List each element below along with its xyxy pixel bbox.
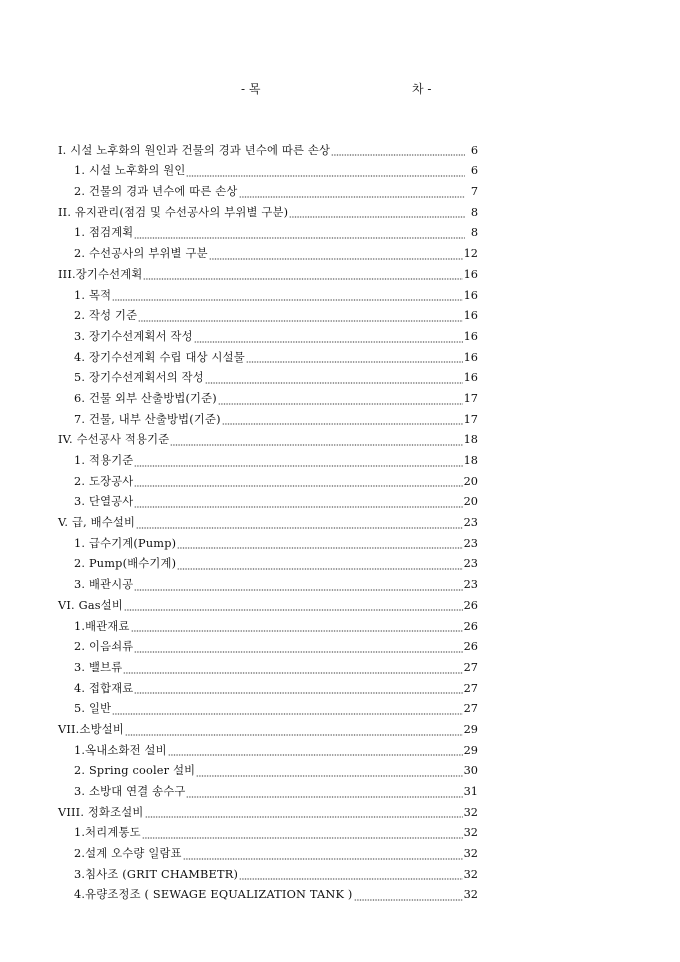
toc-entry-page-number: 30: [463, 764, 478, 778]
toc-entry-page-number: 16: [463, 267, 478, 281]
dot-leader: [112, 704, 462, 716]
toc-entry-label: 2. 이음쇠류: [74, 640, 134, 654]
dot-leader: [125, 725, 463, 737]
dot-leader: [331, 145, 465, 157]
toc-section-entry: [58, 409, 478, 430]
toc-section-entry: [58, 368, 478, 389]
toc-entry-page-number: 32: [463, 847, 478, 861]
toc-section-entry: [58, 223, 478, 244]
toc-entry-page-number: 23: [463, 578, 478, 592]
dot-leader: [168, 745, 463, 757]
dot-leader: [196, 766, 462, 778]
toc-entry-page-number: 7: [470, 185, 478, 199]
toc-chapter-entry: [58, 202, 478, 223]
dot-leader: [134, 642, 462, 654]
toc-section-entry: [58, 450, 478, 471]
toc-chapter-entry: [58, 595, 478, 616]
toc-title-left: - 목: [241, 82, 261, 96]
toc-entry-label: VIII. 정화조설비: [58, 805, 144, 819]
toc-entry-label: 5. 장기수선계획서의 작성: [74, 371, 204, 385]
toc-entry-page-number: 29: [463, 722, 478, 736]
toc-entry-label: 1. 목적: [74, 288, 112, 302]
toc-entry-page-number: 16: [463, 288, 478, 302]
toc-entry-page-number: 32: [463, 826, 478, 840]
toc-entry-label: 3. 단열공사: [74, 495, 134, 509]
toc-entry-label: 3. 밸브류: [74, 660, 123, 674]
toc-chapter-entry: [58, 802, 478, 823]
dot-leader: [134, 497, 462, 509]
toc-section-entry: [58, 388, 478, 409]
toc-entry-label: 2.설계 오수량 일람표: [74, 847, 182, 861]
dot-leader: [145, 807, 463, 819]
toc-section-entry: [58, 161, 478, 182]
dot-leader: [134, 456, 462, 468]
toc-section-entry: [58, 678, 478, 699]
dot-leader: [142, 828, 463, 840]
dot-leader: [354, 890, 463, 902]
toc-entry-label: 3.침사조 (GRIT CHAMBETR): [74, 867, 239, 881]
toc-entry-page-number: 17: [463, 391, 478, 405]
toc-title-right: 차 -: [412, 82, 432, 96]
toc-chapter-entry: [58, 430, 478, 451]
dot-leader: [136, 518, 463, 530]
toc-entry-label: 4.유량조정조 ( SEWAGE EQUALIZATION TANK ): [74, 888, 353, 902]
toc-section-entry: [58, 637, 478, 658]
dot-leader: [143, 269, 462, 281]
toc-section-entry: [58, 347, 478, 368]
toc-entry-page-number: 32: [463, 888, 478, 902]
dot-leader: [194, 332, 463, 344]
toc-entry-label: 6. 건물 외부 산출방법(기준): [74, 391, 217, 405]
toc-entry-label: VII.소방설비: [58, 722, 124, 736]
toc-entry-label: 1.배관재료: [74, 619, 130, 633]
dot-leader: [209, 249, 463, 261]
toc-section-entry: [58, 616, 478, 637]
dot-leader: [289, 207, 465, 219]
dot-leader: [170, 435, 462, 447]
toc-entry-page-number: 27: [463, 660, 478, 674]
toc-entry-page-number: 32: [463, 805, 478, 819]
dot-leader: [124, 600, 463, 612]
dot-leader: [138, 311, 462, 323]
toc-entry-label: 1. 급수기계(Pump): [74, 536, 177, 550]
toc-entry-page-number: 29: [463, 743, 478, 757]
dot-leader: [186, 787, 462, 799]
toc-entry-page-number: 16: [463, 371, 478, 385]
toc-entry-label: 2. 도장공사: [74, 474, 134, 488]
dot-leader: [177, 538, 462, 550]
dot-leader: [205, 373, 463, 385]
toc-entry-page-number: 32: [463, 867, 478, 881]
toc-entry-label: 1.옥내소화전 설비: [74, 743, 167, 757]
toc-entry-page-number: 23: [463, 516, 478, 530]
toc-section-entry: [58, 823, 478, 844]
dot-leader: [183, 849, 463, 861]
toc-entry-label: I. 시설 노후화의 원인과 건물의 경과 년수에 따른 손상: [58, 143, 331, 157]
toc-entry-page-number: 31: [463, 785, 478, 798]
dot-leader: [134, 476, 462, 488]
dot-leader: [134, 683, 462, 695]
dot-leader: [177, 559, 462, 571]
toc-title: [0, 80, 680, 98]
toc-entry-page-number: 26: [463, 598, 478, 612]
toc-entry-page-number: 17: [463, 412, 478, 426]
dot-leader: [134, 580, 462, 592]
toc-chapter-entry: [58, 719, 478, 740]
toc-section-entry: [58, 843, 478, 864]
toc-entry-page-number: 26: [463, 619, 478, 633]
toc-section-entry: [58, 471, 478, 492]
toc-entry-label: 2. 작성 기준: [74, 309, 138, 323]
toc-entry-label: III.장기수선계획: [58, 267, 143, 281]
toc-section-entry: [58, 740, 478, 761]
toc-entry-page-number: 16: [463, 329, 478, 343]
toc-section-entry: [58, 864, 478, 885]
toc-entry-label: 3. 소방대 연결 송수구: [74, 785, 186, 798]
toc-entry-label: 3. 배관시공: [74, 578, 134, 592]
toc-section-entry: [58, 285, 478, 306]
dot-leader: [134, 228, 465, 240]
toc-section-entry: [58, 492, 478, 513]
toc-section-entry: [58, 657, 478, 678]
toc-entry-page-number: 16: [463, 350, 478, 364]
toc-entry-page-number: 18: [463, 433, 478, 447]
toc-entry-page-number: 20: [463, 474, 478, 488]
toc-entry-label: 1. 점검계획: [74, 226, 134, 240]
dot-leader: [239, 869, 463, 881]
dot-leader: [123, 663, 462, 675]
dot-leader: [186, 166, 465, 178]
dot-leader: [239, 187, 466, 199]
toc-entry-label: V. 급, 배수설비: [58, 516, 136, 530]
toc-section-entry: [58, 181, 478, 202]
toc-entry-page-number: 27: [463, 702, 478, 716]
toc-entry-label: 4. 장기수선계획 수립 대상 시설물: [74, 350, 245, 364]
toc-entry-page-number: 26: [463, 640, 478, 654]
toc-entry-label: 7. 건물, 내부 산출방법(기준): [74, 412, 221, 426]
toc-entry-label: 3. 장기수선계획서 작성: [74, 329, 193, 343]
toc-chapter-entry: [58, 512, 478, 533]
dot-leader: [222, 414, 463, 426]
toc-chapter-entry: [58, 140, 478, 161]
toc-section-entry: [58, 885, 478, 906]
toc-section-entry: [58, 781, 478, 802]
toc-entry-label: 4. 접합재료: [74, 681, 134, 695]
toc-entry-page-number: 18: [463, 454, 478, 467]
toc-entry-label: II. 유지관리(점검 및 수선공사의 부위별 구분): [58, 205, 289, 219]
toc-entry-page-number: 8: [470, 205, 478, 219]
toc-section-entry: [58, 699, 478, 720]
toc-entry-label: 1. 적용기준: [74, 454, 134, 467]
toc-entry-label: 1.처리계통도: [74, 826, 141, 840]
toc-entry-label: 1. 시설 노후화의 원인: [74, 164, 186, 178]
dot-leader: [218, 394, 463, 406]
toc-section-entry: [58, 243, 478, 264]
toc-section-entry: [58, 533, 478, 554]
toc-section-entry: [58, 554, 478, 575]
toc-entry-page-number: 16: [463, 309, 478, 323]
toc-entry-page-number: 27: [463, 681, 478, 695]
toc-section-entry: [58, 574, 478, 595]
dot-leader: [131, 621, 463, 633]
toc-entry-page-number: 23: [463, 557, 478, 571]
toc-section-entry: [58, 761, 478, 782]
toc-entry-label: 2. Spring cooler 설비: [74, 764, 196, 778]
toc-entry-page-number: 20: [463, 495, 478, 509]
toc-entry-page-number: 6: [470, 164, 478, 178]
toc-entry-label: IV. 수선공사 적용기준: [58, 433, 170, 447]
toc-entry-page-number: 12: [463, 247, 478, 261]
toc-entry-label: 2. 건물의 경과 년수에 따른 손상: [74, 185, 238, 199]
toc-entry-page-number: 8: [470, 226, 478, 240]
toc-entry-label: 2. 수선공사의 부위별 구분: [74, 247, 208, 261]
toc-entry-page-number: 6: [470, 143, 478, 157]
table-of-contents: [58, 140, 478, 905]
toc-chapter-entry: [58, 264, 478, 285]
dot-leader: [112, 290, 462, 302]
toc-section-entry: [58, 326, 478, 347]
toc-entry-page-number: 23: [463, 536, 478, 550]
toc-entry-label: 5. 일반: [74, 702, 112, 716]
toc-entry-label: 2. Pump(배수기계): [74, 557, 177, 571]
toc-section-entry: [58, 306, 478, 327]
toc-entry-label: VI. Gas설비: [58, 598, 123, 612]
dot-leader: [246, 352, 463, 364]
